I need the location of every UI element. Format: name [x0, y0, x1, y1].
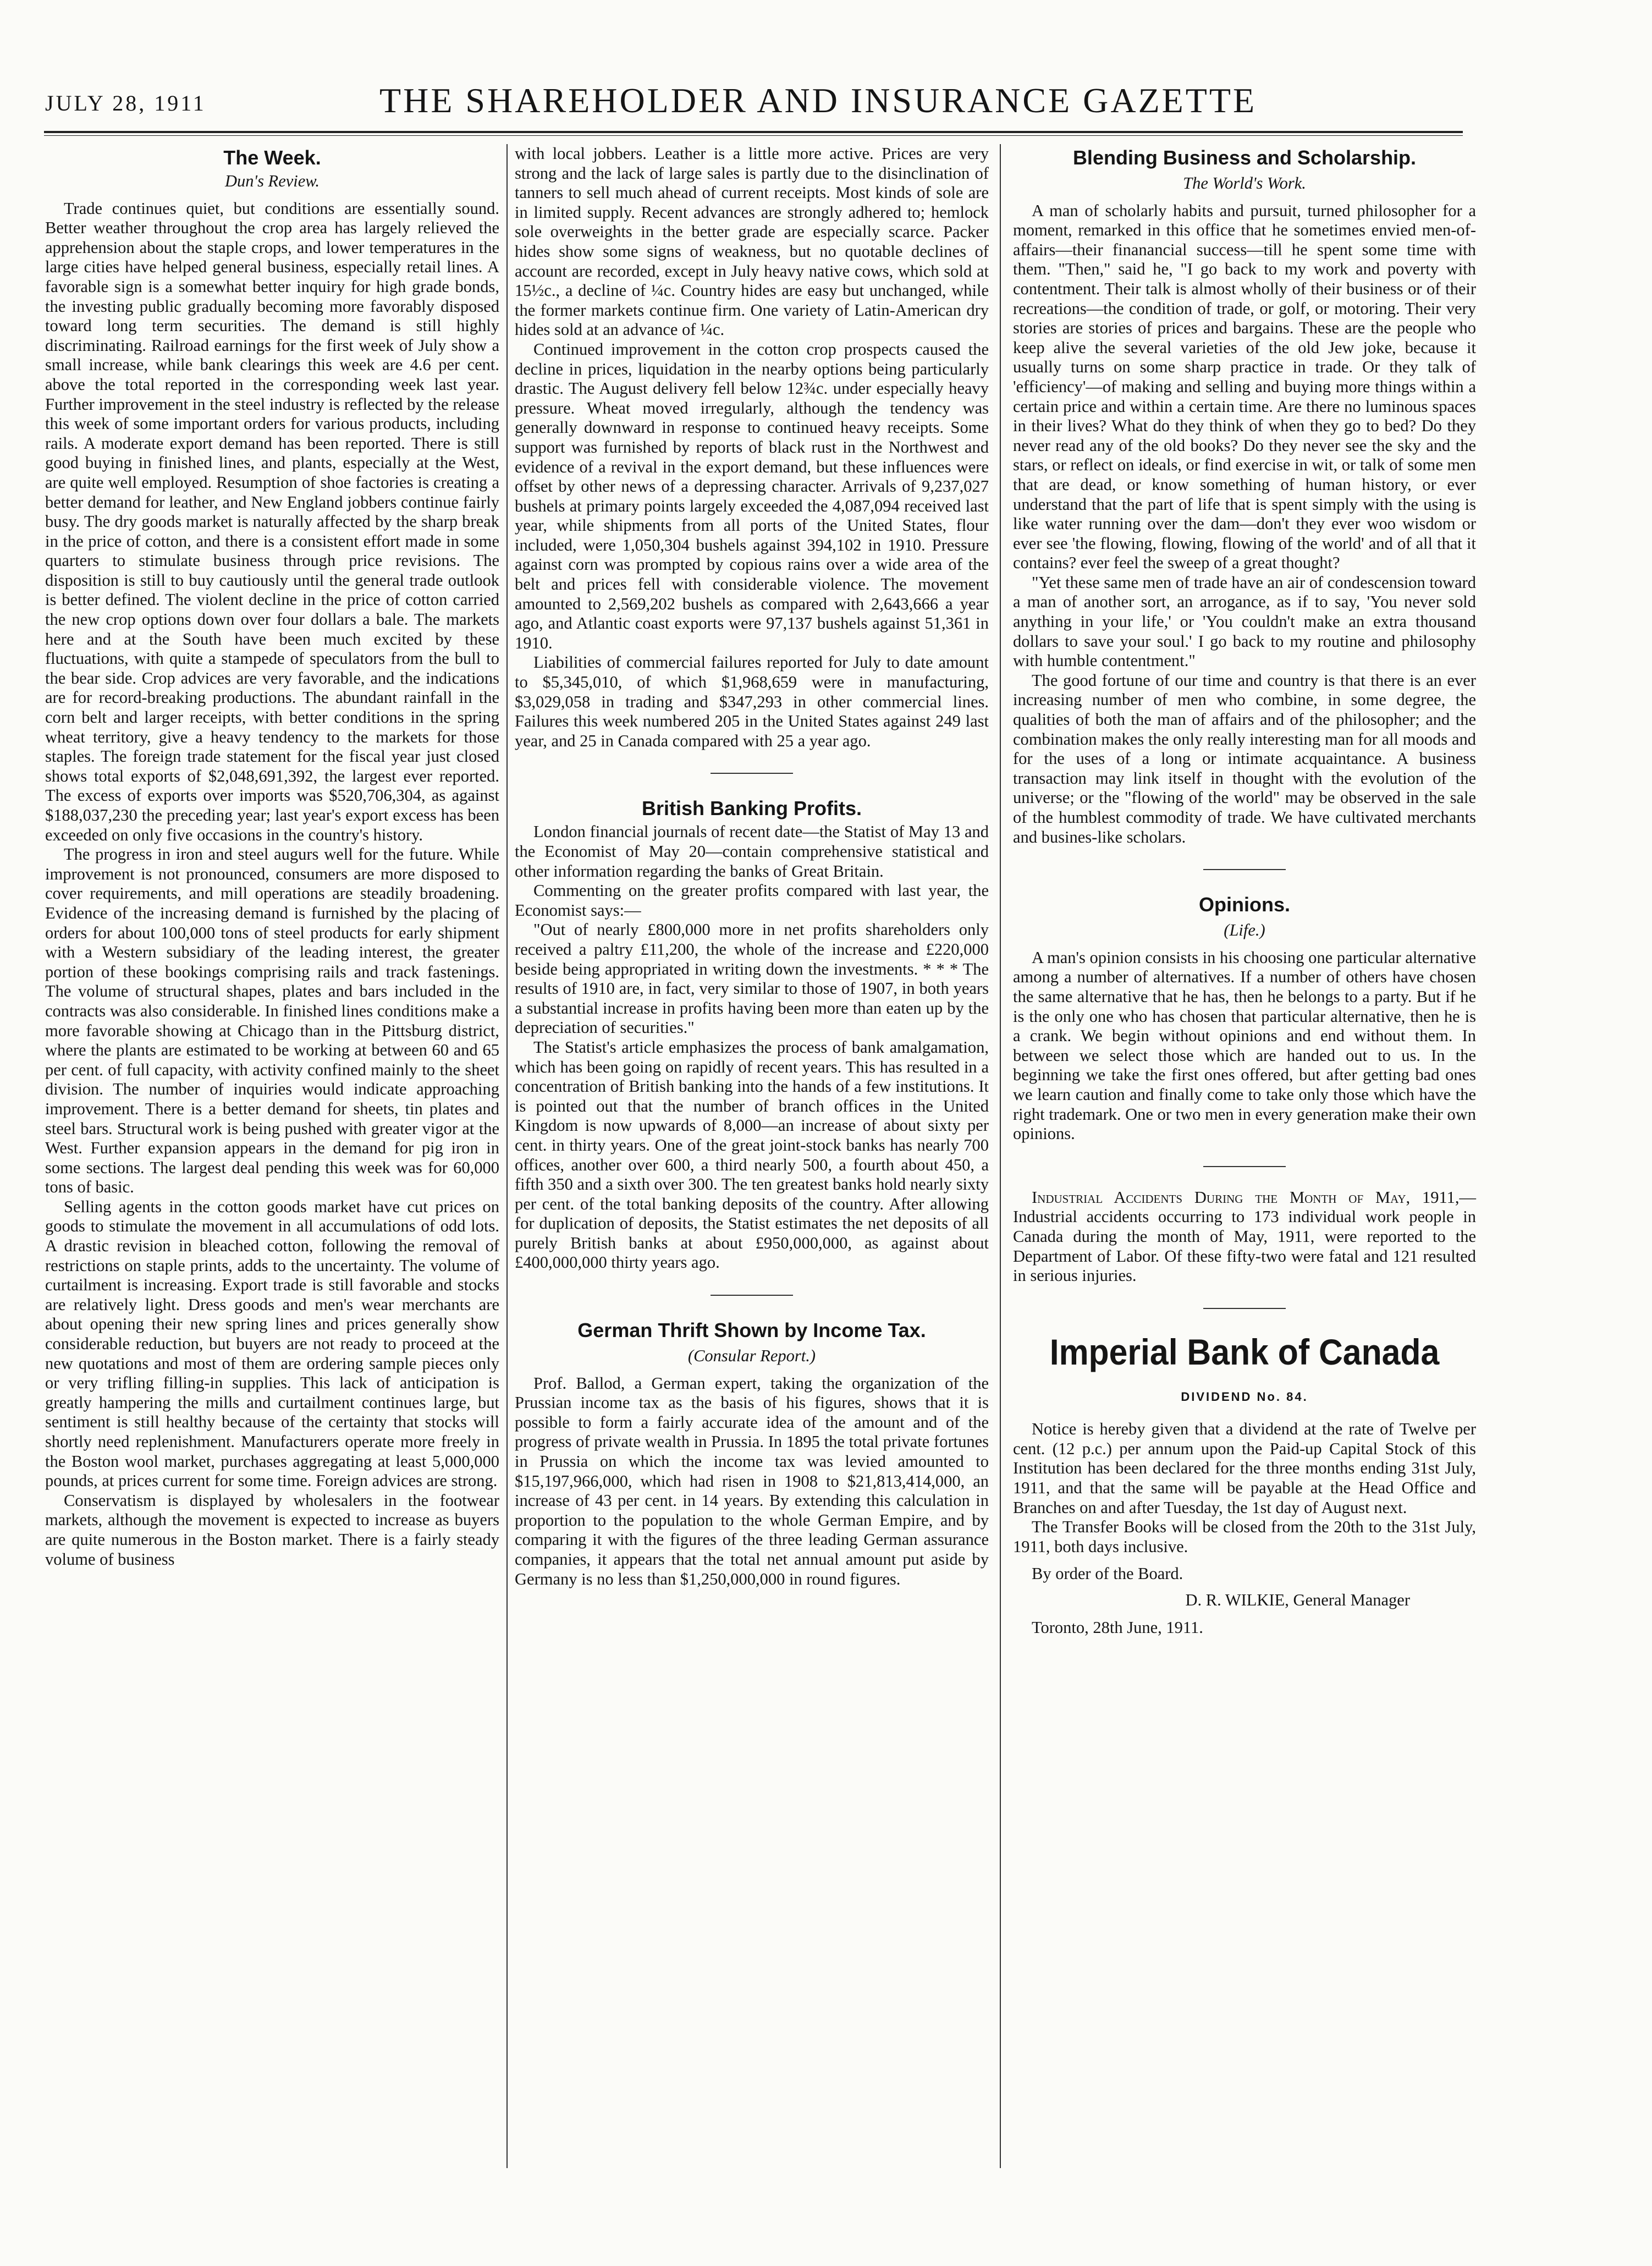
masthead-rule-thin: [44, 135, 1463, 136]
dateline: Toronto, 28th June, 1911.: [1032, 1618, 1203, 1637]
article-paragraph: Liabilities of commercial failures reported for July to date amount to $5,345,010, of which $1,968,659 were in manufacturing, $3,029,058 in trading and $347,293 in other commercial lines. Failures this week numbered 205 in the United States against 249 last year, and 25 in Canada compared with 25 a year ago.: [515, 653, 989, 750]
article-paragraph: Conservatism is displayed by wholesalers in the footwear markets, although the movement is expected to increase as buyers are quite numerous in the Boston market. There is a fairly steady volume of business: [45, 1491, 499, 1569]
section-divider: [711, 773, 793, 774]
section-divider: [711, 1295, 793, 1296]
accidents-paragraph: [1013, 1188, 1476, 1286]
article-paragraph: The Statist's article emphasizes the process of bank amalgamation, which has been going on rapidly of recent years. This has resulted in a concentration of British banking into the hands of a few institutions. It is pointed out that the number of branch offices in the United Kingdom is now upwards of 8,000—an increase of about sixty per cent. in thirty years. One of the great joint-stock banks has nearly 700 offices, another over 600, a third nearly 500, a fourth about 450, a fifth 350 and a sixth over 300. The ten greatest banks hold nearly sixty per cent. of the total banking deposits of the country. After allowing for duplication of deposits, the Statist estimates the net deposits of all purely British banks at about £950,000,000, as against about £400,000,000 thirty years ago.: [515, 1037, 989, 1272]
article-paragraph: A man's opinion consists in his choosing one particular alternative among a number of alternatives. If a number of others have chosen the same alternative that he has, then he belongs to a party. But if he is the only one who has chosen that particular alternative, then he is a crank. We begin without opinions and end without them. In between we select those which are handed out to us. In the beginning we take the first ones offered, but after getting bad ones we learn caution and finally come to take only those which have the right trademark. One or two men in every generation make their own opinions.: [1013, 948, 1476, 1143]
notice-paragraph: By order of the Board.: [1032, 1564, 1183, 1583]
column-1: [45, 144, 499, 1569]
article-paragraph: The good fortune of our time and country is that there is an ever increasing number of men who combine, in some degree, the qualities of both the man of affairs and of the philosopher; and the combination makes the only really interesting man for all moods and for the uses of a long or intimate acquaintance. A business transaction may link itself in thought with the evolution of the universe; or the "flowing of the world" may be observed in the sale of the humblest commodity of trade. We have cultivated merchants and busines-like scholars.: [1013, 670, 1476, 846]
section-divider: [1203, 1166, 1286, 1167]
article-paragraph: with local jobbers. Leather is a little more active. Prices are very strong and the lack of large sales is partly due to the disinclination of tanners to sell much ahead of current receipts. Most kinds of sole are in limited supply. Recent advances are strongly adhered to; hemlock sole overweights in the better grade are especially scarce. Packer hides show some signs of weakness, but no quotable declines of account are recorded, except in July heavy native cows, which sold at 15½c., a decline of ¼c. Country hides are easy but unchanged, while the former markets continue firm. One variety of Latin-American dry hides sold at an advance of ¼c.: [515, 144, 989, 339]
column-2: [515, 144, 989, 1589]
column-divider-1: [506, 144, 508, 2168]
newspaper-title: THE SHAREHOLDER AND INSURANCE GAZETTE: [379, 81, 1257, 120]
notice-paragraph: Notice is hereby given that a dividend at the rate of Twelve per cent. (12 p.c.) per annum upon the Paid-up Capital Stock of this Institution has been declared for the three months ending 31st July, 1911, and that the same will be payable at the Head Office and Branches on and after Tuesday, the 1st day of August next.: [1013, 1420, 1476, 1517]
signature: D. R. WILKIE, General Manager: [1185, 1591, 1410, 1610]
article-paragraph: Trade continues quiet, but conditions are essentially sound. Better weather throughout the crop area has largely relieved the apprehension about the staple crops, and lower temperatures in the large cities have helped general business, especially retail lines. A favorable sign is a somewhat better inquiry for high grade bonds, the investing public gradually becoming more favorably disposed toward long term securities. The demand is still highly discriminating. Railroad earnings for the first week of July show a small increase, while bank clearings this week are 4.6 per cent. above the total reported in the corresponding week last year. Further improvement in the steel industry is reflected by the release this week of some important orders for various products, including rails. A moderate export demand has been reported. There is still good buying in finished lines, and plants, especially at the West, are quite well employed. Resumption of shoe factories is creating a better demand for leather, and New England jobbers continue fairly busy. The dry goods market is naturally affected by the sharp break in the price of cotton, and there is a consistent effort made in some quarters to stimulate business through price revisions. The disposition is still to buy cautiously until the general trade outlook is better defined. The violent decline in the price of cotton carried the new crop options down over four dollars a bale. The markets here and at the South have been much excited by these fluctuations, with quite a stampede of speculators from the bull to the bear side. Crop advices are very favorable, and the indications are for record-breaking productions. The abundant rainfall in the corn belt and larger receipts, with better conditions in the spring wheat territory, give a heavy tendency to the markets for those staples. The foreign trade statement for the fiscal year just closed shows total exports of $2,048,691,392, the largest ever reported. The excess of exports over imports was $520,706,304, as against $188,037,230 the preceding year; last year's export excess has been exceeded on only five occasions in the country's history.: [45, 199, 499, 844]
article-heading-blending: Blending Business and Scholarship.: [1072, 146, 1417, 169]
article-heading-the-week: The Week.: [223, 146, 321, 169]
notice-paragraph: The Transfer Books will be closed from the 20th to the 31st July, 1911, both days inclusive.: [1013, 1517, 1476, 1556]
article-source-consular-report: (Consular Report.): [687, 1346, 816, 1366]
issue-date: JULY 28, 1911: [45, 91, 206, 116]
masthead-rule: [44, 131, 1463, 133]
article-paragraph: Prof. Ballod, a German expert, taking the organization of the Prussian income tax as the basis of his figures, shows that it is possible to form a fairly accurate idea of the amount and of the progress of private wealth in Prussia. In 1895 the total private fortunes in Prussia on which the income tax was levied amounted to $15,197,966,000, which had risen in 1908 to $21,813,414,000, an increase of 43 per cent. in 14 years. By extending this calculation in proportion to the population to the whole German Empire, and by comparing it with the figures of the three leading German assurance companies, it appears that the total net annual amount put aside by Germany is no less than $1,250,000,000 in round figures.: [515, 1373, 989, 1588]
accidents-lead: Industrial Accidents During the Month of May, 1911,: [1032, 1187, 1460, 1207]
section-divider: [1203, 869, 1286, 870]
column-divider-2: [1000, 144, 1001, 2168]
article-source-life: (Life.): [1224, 921, 1265, 940]
article-paragraph: Commenting on the greater profits compared with last year, the Economist says:—: [515, 881, 989, 920]
column-3: [1013, 144, 1476, 1637]
article-paragraph: London financial journals of recent date—the Statist of May 13 and the Economist of May 20—contain comprehensive statistical and other information regarding the banks of Great Britain.: [515, 822, 989, 881]
article-heading-german-thrift: German Thrift Shown by Income Tax.: [577, 1319, 926, 1342]
article-source-worlds-work: The World's Work.: [1183, 174, 1306, 193]
article-paragraph: "Yet these same men of trade have an air of condescension toward a man of another sort, an arrogance, as if to say, 'You never sold anything in your life,' or 'You couldn't make an extra thousand dollars to save your soul.' I go back to my routine and philosophy with humble contentment.": [1013, 573, 1477, 670]
article-source-duns-review: Dun's Review.: [225, 172, 320, 190]
article-paragraph: "Out of nearly £800,000 more in net profits shareholders only received a paltry £11,200, the whole of the increase and £220,000 beside being appropriated in writing down the investments. * * * The results of 1910 are, in fact, very similar to those of 1907, in both years a substantial increase in profits having been more than eaten up by the depreciation of securities.": [515, 920, 989, 1037]
article-paragraph: Selling agents in the cotton goods market have cut prices on goods to stimulate the movement in all accumulations of odd lots. A drastic revision in bleached cotton, following the removal of restrictions on staple prints, adds to the uncertainty. The volume of curtailment is increasing. Export trade is still favorable and stocks are relatively light. Dress goods and men's wear merchants are about opening their new spring lines and prices generally show considerable reduction, but buyers are not ready to proceed at the new quotations and most of them are ordering sample pieces only or very trifling filling-in supplies. This lack of anticipation is greatly hampering the mills and curtailment continues large, but sentiment is still healthy because of the certainty that stocks will shortly need replenishment. Manufacturers operate more freely in the Boston wool market, purchases aggregating at least 5,000,000 pounds, at prices current for some time. Foreign advices are strong.: [45, 1197, 499, 1491]
section-divider: [1203, 1308, 1286, 1309]
accidents-text: —Industrial accidents occurring to 173 individual work people in Canada during the month of May, 1911, were reported to the Department of Labor. Of these fifty-two were fatal and 121 resulted in serious injuries.: [1013, 1187, 1476, 1285]
dividend-number: DIVIDEND No. 84.: [1181, 1389, 1308, 1404]
advertisement-bank-title: Imperial Bank of Canada: [1049, 1331, 1440, 1372]
article-paragraph: A man of scholarly habits and pursuit, turned philosopher for a moment, remarked in this office that he sometimes envied men-of-affairs—their finanancial success—till he spent some time with them. "Then," said he, "I go back to my work and poverty with contentment. Their talk is almost wholly of their business or of their recreations—the condition of trade, or golf, or motoring. Their very stories are stories of prices and bargains. These are the people who keep alive the several varieties of the old Jew joke, because it usually turns on some sharp practice in trade. Or they talk of 'efficiency'—of making and selling and buying more things within a certain price and within a certain time. Are there no luminous spaces in their lives? What do they think of when they go to bed? Do they never read any of the old books? Do they never see the sky and the stars, or reflect on ideals, or find exercise in wit, or talk of some men that are dead, or know something of human history, or ever understand that the part of life that is spent simply with the using is like water running over the dam—don't they ever woo wisdom or ever see 'the flowing, flowing, flowing of the world' and of all that it contains? ever feel the sweep of a great thought?: [1013, 201, 1476, 573]
article-heading-british-banking: British Banking Profits.: [641, 797, 862, 820]
article-paragraph: Continued improvement in the cotton crop prospects caused the decline in prices, liquidation in the nearby options being particularly drastic. The August delivery fell below 12¾c. under especially heavy pressure. Wheat moved irregularly, although the tendency was generally downward in response to continued heavy receipts. Some support was furnished by reports of black rust in the Northwest and evidence of a revival in the export demand, but these influences were offset by other news of a depressing character. Arrivals of 9,237,027 bushels at primary points largely exceeded the 4,087,094 received last year, while shipments from all ports of the United States, flour included, were 1,050,304 bushels against 394,102 in 1910. Pressure against corn was prompted by copious rains over a wide area of the belt and prices fell with considerable violence. The movement amounted to 2,569,202 bushels as compared with 2,643,666 a year ago, and Atlantic coast exports were 97,137 bushels against 51,361 in 1910.: [515, 339, 989, 652]
masthead: [33, 82, 1474, 127]
article-heading-opinions: Opinions.: [1199, 893, 1290, 916]
article-paragraph: The progress in iron and steel augurs well for the future. While improvement is not pronounced, consumers are more disposed to cover requirements, and mill operations are steadily broadening. Evidence of the increasing demand is furnished by the placing of orders for about 100,000 tons of steel products for early shipment with a Western subsidiary of the leading interest, the greater portion of these bookings comprising rails and track fastenings. The volume of structural shapes, plates and bars included in the contracts was also considerable. In finished lines conditions make a more favorable showing at Chicago than in the Pittsburg district, where the plants are estimated to be working at between 60 and 65 per cent. of full capacity, with activity confined mainly to the sheet division. The number of inquiries would indicate approaching improvement. There is a better demand for sheets, tin plates and steel bars. Structural work is being pushed with greater vigor at the West. Further expansion appears in the demand for pig iron in some sections. The largest deal pending this week was for 60,000 tons of basic.: [45, 845, 499, 1197]
